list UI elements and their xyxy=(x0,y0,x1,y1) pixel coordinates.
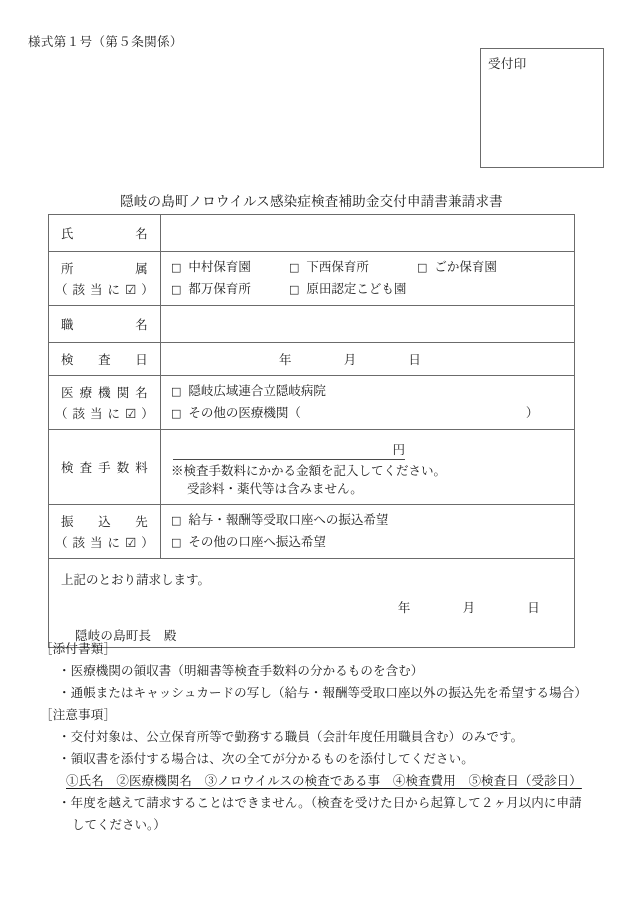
affiliation-option-4[interactable] xyxy=(171,280,289,299)
field-job-title-value[interactable] xyxy=(161,306,575,343)
fee-note-2: 受診料・薬代等は含みません。 xyxy=(187,482,363,496)
exam-date-month-label: 月 xyxy=(343,353,357,367)
field-exam-date[interactable] xyxy=(161,343,575,376)
affiliation-row-2 xyxy=(171,280,566,299)
label-affiliation-subtext: （該当に☑） xyxy=(55,283,154,297)
label-bank-subtext: （該当に☑） xyxy=(55,536,154,550)
page-title: 隠岐の島町ノロウイルス感染症検査補助金交付申請書兼請求書 xyxy=(120,194,503,209)
attachments-heading: ［添付書類］ xyxy=(40,642,117,656)
table-row-claim xyxy=(49,559,575,648)
attachment-item-1: ・医療機関の領収書（明細書等検査手数料の分かるものを含む） xyxy=(58,664,424,678)
bank-option-1-label: 給与・報酬等受取口座への振込希望 xyxy=(188,513,389,527)
hospital-option-2[interactable] xyxy=(171,404,566,423)
claim-day-label: 日 xyxy=(527,601,540,615)
claim-year-label: 年 xyxy=(397,601,411,615)
table-row-exam-date xyxy=(49,343,575,376)
fee-content xyxy=(161,430,574,504)
receipt-stamp-label: 受付印 xyxy=(488,57,527,71)
label-job-title-text: 職 名 xyxy=(61,318,148,332)
exam-date-ymd xyxy=(279,350,421,368)
affiliation-row-1 xyxy=(171,258,566,277)
field-affiliation-options xyxy=(161,252,575,306)
checkbox-empty-icon[interactable]: □ xyxy=(171,407,182,420)
affiliation-option-1[interactable] xyxy=(171,258,289,277)
affiliation-option-2-label: 下西保育所 xyxy=(306,260,369,274)
table-row-affiliation xyxy=(49,252,575,306)
job-title-value xyxy=(161,311,179,337)
checkbox-empty-icon[interactable]: □ xyxy=(289,283,300,296)
bank-option-2[interactable] xyxy=(171,533,566,552)
affiliation-checkbox-group xyxy=(161,252,574,305)
claim-statement: 上記のとおり請求します。 xyxy=(61,573,211,587)
claim-statement-cell xyxy=(49,559,575,648)
bank-checkbox-group xyxy=(161,505,574,558)
exam-date-year-label: 年 xyxy=(279,353,292,367)
cautions-heading: ［注意事項］ xyxy=(40,708,117,722)
table-row-fee xyxy=(49,430,575,505)
checkbox-empty-icon[interactable]: □ xyxy=(417,261,428,274)
fee-amount-input[interactable] xyxy=(173,440,405,460)
application-form-table xyxy=(48,214,575,648)
label-hospital xyxy=(49,376,161,430)
label-exam-date xyxy=(49,343,161,376)
label-hospital-subtext: （該当に☑） xyxy=(55,407,154,421)
footnotes xyxy=(40,638,620,836)
field-name-value[interactable] xyxy=(161,215,575,252)
table-row-hospital xyxy=(49,376,575,430)
affiliation-option-3[interactable] xyxy=(417,258,497,277)
affiliation-option-4-label: 都万保育所 xyxy=(188,282,251,296)
bank-option-2-label: その他の口座へ振込希望 xyxy=(188,535,326,549)
checkbox-empty-icon[interactable]: □ xyxy=(171,385,182,398)
bank-option-1[interactable] xyxy=(171,511,566,530)
field-hospital-options xyxy=(161,376,575,430)
label-fee-text: 検査手数料 xyxy=(61,461,148,475)
exam-date-inner xyxy=(161,350,574,368)
table-row-bank xyxy=(49,505,575,559)
label-fee xyxy=(49,430,161,505)
affiliation-option-5[interactable] xyxy=(289,280,406,299)
label-name xyxy=(49,215,161,252)
table-row-name xyxy=(49,215,575,252)
label-bank xyxy=(49,505,161,559)
hospital-option-1-label: 隠岐広域連合立隠岐病院 xyxy=(188,384,326,398)
affiliation-option-2[interactable] xyxy=(289,258,417,277)
hospital-option-1[interactable] xyxy=(171,382,566,401)
affiliation-option-5-label: 原田認定こども園 xyxy=(306,282,407,296)
caution-item-2: ・領収書を添付する場合は、次の全てが分かるものを添付してください。 xyxy=(58,752,474,766)
caution-item-1: ・交付対象は、公立保育所等で勤務する職員（会計年度任用職員含む）のみです。 xyxy=(58,730,524,744)
label-exam-date-text: 検 査 日 xyxy=(61,353,148,367)
fee-currency-label: 円 xyxy=(392,443,405,457)
label-affiliation xyxy=(49,252,161,306)
checkbox-empty-icon[interactable]: □ xyxy=(171,261,182,274)
field-bank-options xyxy=(161,505,575,559)
caution-item-3: ・年度を越えて請求することはできません。（検査を受けた日から起算して２ヶ月以内に申請 xyxy=(58,796,582,810)
checkbox-empty-icon[interactable]: □ xyxy=(171,536,182,549)
form-number: 様式第１号（第５条関係） xyxy=(28,35,183,49)
attachment-item-2: ・通帳またはキャッシュカードの写し（給与・報酬等受取口座以外の振込先を希望する場合） xyxy=(58,686,587,700)
label-bank-text: 振 込 先 xyxy=(61,515,148,529)
hospital-checkbox-group xyxy=(161,376,574,429)
claim-date[interactable] xyxy=(49,588,574,616)
claim-date-ymd xyxy=(398,598,540,616)
checkbox-empty-icon[interactable]: □ xyxy=(171,283,182,296)
name-value xyxy=(161,220,179,246)
label-hospital-text: 医療機関名 xyxy=(61,386,148,400)
checkbox-empty-icon[interactable]: □ xyxy=(171,514,182,527)
exam-date-day-label: 日 xyxy=(408,353,422,367)
checkbox-empty-icon[interactable]: □ xyxy=(289,261,300,274)
affiliation-option-3-label: ごか保育園 xyxy=(434,260,497,274)
caution-item-2-detail: ①氏名 ②医療機関名 ③ノロウイルスの検査である事 ④検査費用 ⑤検査日（受診日） xyxy=(66,774,582,788)
label-job-title xyxy=(49,306,161,343)
affiliation-option-1-label: 中村保育園 xyxy=(188,260,251,274)
claim-addressee: 隠岐の島町長 殿 xyxy=(75,629,177,643)
caution-item-3-continuation: してください。） xyxy=(72,818,166,832)
label-affiliation-text: 所 属 xyxy=(61,262,148,276)
label-name-text: 氏 名 xyxy=(61,227,148,241)
fee-note-1: ※検査手数料にかかる金額を記入してください。 xyxy=(171,464,447,478)
table-row-job-title xyxy=(49,306,575,343)
field-fee xyxy=(161,430,575,505)
claim-month-label: 月 xyxy=(462,601,476,615)
receipt-stamp-box xyxy=(480,48,604,168)
hospital-option-2-label: その他の医療機関（ ） xyxy=(188,406,539,420)
